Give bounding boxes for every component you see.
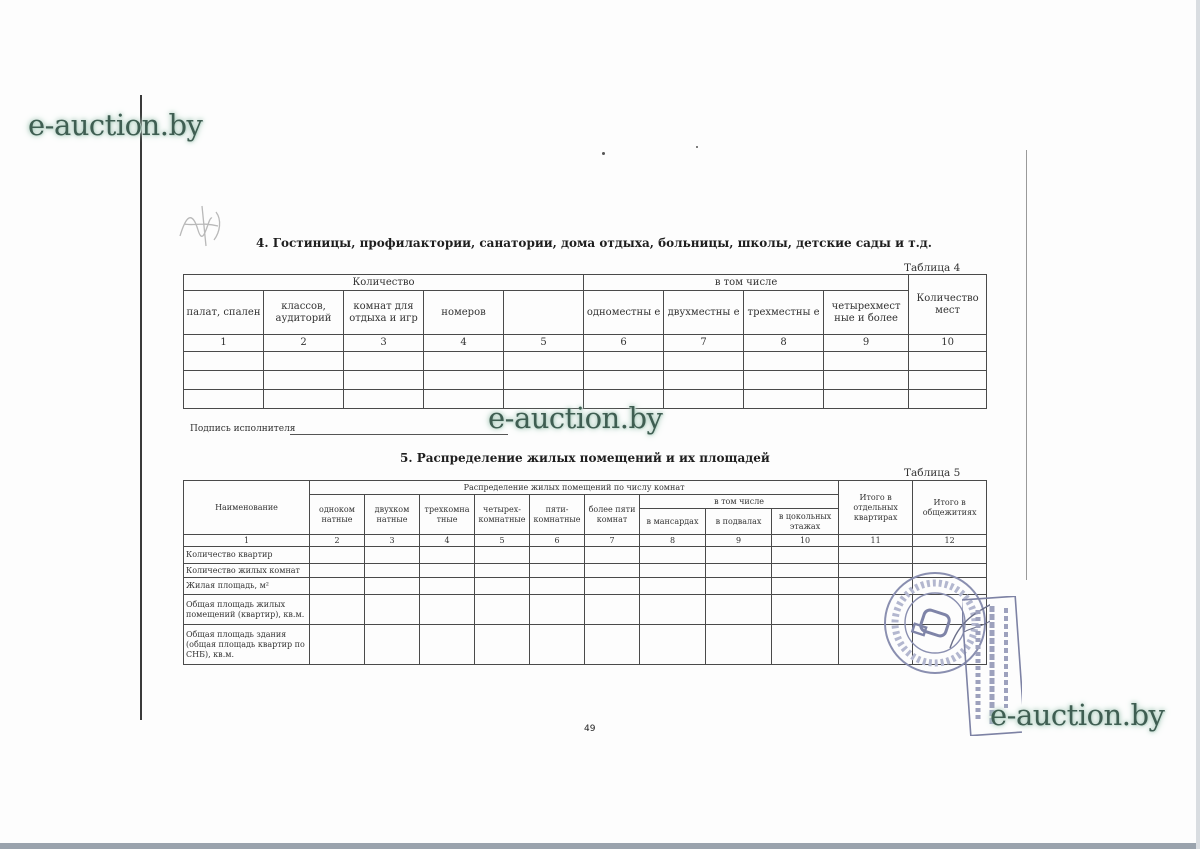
table-4-header: четырехмест ные и более <box>824 291 909 335</box>
table-5-column-number: 6 <box>530 535 585 547</box>
table-5-column-number: 12 <box>913 535 987 547</box>
handwritten-scribble-icon <box>172 196 234 254</box>
table-5-column-number: 8 <box>640 535 706 547</box>
scan-speck <box>696 146 698 148</box>
table-5-header: трехкомна тные <box>420 495 475 535</box>
scan-fold-line <box>140 95 142 720</box>
table-4-column-number: 8 <box>744 335 824 352</box>
table-5-header-total-apartments: Итого в отдельных квартирах <box>839 481 913 535</box>
table-4 <box>183 274 987 409</box>
table-5-column-number: 7 <box>585 535 640 547</box>
table-4-column-number: 5 <box>504 335 584 352</box>
watermark: e-auction.by <box>990 698 1165 732</box>
table-5-header: более пяти комнат <box>585 495 640 535</box>
section-5-heading: 5. Распределение жилых помещений и их площадей <box>400 451 770 465</box>
table-4-column-number: 10 <box>909 335 987 352</box>
table-4-header: двухместны е <box>664 291 744 335</box>
table-4-group-quantity: Количество <box>184 275 584 291</box>
table-4-column-number: 4 <box>424 335 504 352</box>
table-5-group-including: в том числе <box>640 495 839 509</box>
table-row <box>184 595 987 625</box>
table-5-column-number: 5 <box>475 535 530 547</box>
table-4-header: одноместны е <box>584 291 664 335</box>
table-5-column-number: 9 <box>706 535 772 547</box>
table-row <box>184 371 987 390</box>
table-4-column-number: 3 <box>344 335 424 352</box>
page-number: 49 <box>584 724 596 734</box>
table-5-subheader: в цокольных этажах <box>772 509 839 535</box>
table-5-row-label: Общая площадь жилых помещений (квартир), кв.м. <box>184 595 310 625</box>
sheet-edge-line <box>1026 150 1027 580</box>
table-5-header-total-dorms: Итого в общежитиях <box>913 481 987 535</box>
table-4-column-number: 9 <box>824 335 909 352</box>
table-row <box>184 547 987 564</box>
scan-right-border <box>1196 0 1200 849</box>
table-4-column-number: 2 <box>264 335 344 352</box>
table-5-header-name: Наименование <box>184 481 310 535</box>
table-5-row-label: Жилая площадь, м² <box>184 578 310 595</box>
table-4-column-number: 6 <box>584 335 664 352</box>
table-5-header: пяти- комнатные <box>530 495 585 535</box>
table-4-group-including: в том числе <box>584 275 909 291</box>
table-5-label: Таблица 5 <box>904 467 961 479</box>
table-5-column-number: 3 <box>365 535 420 547</box>
table-4-header: Количество мест <box>909 275 987 335</box>
table-4-header: комнат для отдыха и игр <box>344 291 424 335</box>
table-5-column-number: 2 <box>310 535 365 547</box>
section-4-heading: 4. Гостиницы, профилактории, санатории, дома отдыха, больницы, школы, детские сады и т.д. <box>256 236 932 250</box>
table-row <box>184 352 987 371</box>
table-5-row-label: Количество жилых комнат <box>184 564 310 578</box>
table-5-header: четырех- комнатные <box>475 495 530 535</box>
table-4-column-number: 1 <box>184 335 264 352</box>
table-5-column-number: 10 <box>772 535 839 547</box>
table-row <box>184 625 987 665</box>
scan-bottom-border <box>0 843 1200 849</box>
table-4-header <box>504 291 584 335</box>
table-row <box>184 564 987 578</box>
table-row <box>184 578 987 595</box>
table-5 <box>183 480 987 665</box>
watermark: e-auction.by <box>28 108 203 142</box>
table-5-subheader: в подвалах <box>706 509 772 535</box>
table-5-subheader: в мансардах <box>640 509 706 535</box>
table-5-row-label: Общая площадь здания (общая площадь квартир по СНБ), кв.м. <box>184 625 310 665</box>
table-5-column-number: 4 <box>420 535 475 547</box>
signature-label: Подпись исполнителя <box>190 424 296 434</box>
table-5-header: одноком натные <box>310 495 365 535</box>
table-4-header: классов, аудиторий <box>264 291 344 335</box>
table-5-header: двухком натные <box>365 495 420 535</box>
signature-line <box>290 434 508 435</box>
table-4-header: трехместны е <box>744 291 824 335</box>
table-4-header: палат, спален <box>184 291 264 335</box>
table-4-label: Таблица 4 <box>904 262 961 274</box>
table-5-row-label: Количество квартир <box>184 547 310 564</box>
table-5-column-number: 1 <box>184 535 310 547</box>
table-4-header: номеров <box>424 291 504 335</box>
table-4-column-number: 7 <box>664 335 744 352</box>
table-5-column-number: 11 <box>839 535 913 547</box>
table-5-group-distribution: Распределение жилых помещений по числу комнат <box>310 481 839 495</box>
scan-speck <box>602 152 605 155</box>
watermark: e-auction.by <box>488 401 663 435</box>
